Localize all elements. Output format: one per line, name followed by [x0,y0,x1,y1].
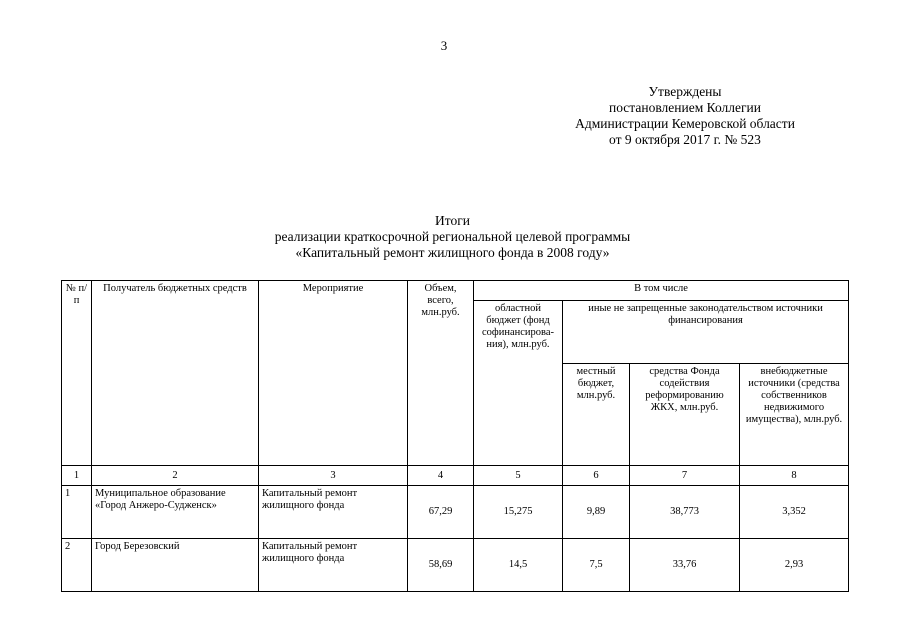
col-number: 2 [92,466,259,486]
col-number: 5 [474,466,563,486]
col-number: 6 [563,466,630,486]
approval-line: Утверждены [648,84,722,99]
header-fund: средства Фонда содействия реформированию ЖКХ, млн.руб. [630,364,740,466]
title-line: Итоги [435,213,470,228]
page-number: 3 [440,38,448,53]
col-number: 1 [62,466,92,486]
header-other: иные не запрещенные законодательством источники финансирования [563,301,849,364]
row-local: 9,89 [563,486,630,539]
title-line: «Капитальный ремонт жилищного фонда в 2008 году» [295,245,610,260]
approval-block [560,84,810,148]
row-activity: Капитальный ремонт жилищного фонда [259,539,408,592]
header-recipient: Получатель бюджетных средств [92,281,259,466]
approval-line: от 9 октября 2017 г. № 523 [609,132,761,147]
header-activity: Мероприятие [259,281,408,466]
table-row [62,486,849,539]
row-regional: 14,5 [474,539,563,592]
header-total: Объем, всего, млн.руб. [408,281,474,466]
title-line: реализации краткосрочной региональной целевой программы [274,229,631,244]
header-local: местный бюджет, млн.руб. [563,364,630,466]
approval-line: постановлением Коллегии [609,100,761,115]
col-number: 4 [408,466,474,486]
col-number: 8 [740,466,849,486]
column-number-row [62,466,849,486]
header-including: В том числе [474,281,849,301]
results-table [61,280,849,592]
row-extrabudget: 2,93 [740,539,849,592]
header-num: № п/п [62,281,92,466]
table-row [62,539,849,592]
row-local: 7,5 [563,539,630,592]
row-recipient: Город Березовский [92,539,259,592]
col-number: 3 [259,466,408,486]
header-row [62,281,849,301]
header-extrabudget: внебюджетные источники (средства собственников недвижимого имущества), млн.руб. [740,364,849,466]
row-activity: Капитальный ремонт жилищного фонда [259,486,408,539]
document-title [0,213,905,261]
row-total: 67,29 [408,486,474,539]
row-recipient: Муниципальное образование «Город Анжеро-Судженск» [92,486,259,539]
approval-line: Администрации Кемеровской области [575,116,795,131]
row-fund: 33,76 [630,539,740,592]
col-number: 7 [630,466,740,486]
row-num: 2 [62,539,92,592]
row-extrabudget: 3,352 [740,486,849,539]
row-fund: 38,773 [630,486,740,539]
header-regional: областной бюджет (фонд софинансирова-ния), млн.руб. [474,301,563,466]
row-total: 58,69 [408,539,474,592]
row-num: 1 [62,486,92,539]
row-regional: 15,275 [474,486,563,539]
